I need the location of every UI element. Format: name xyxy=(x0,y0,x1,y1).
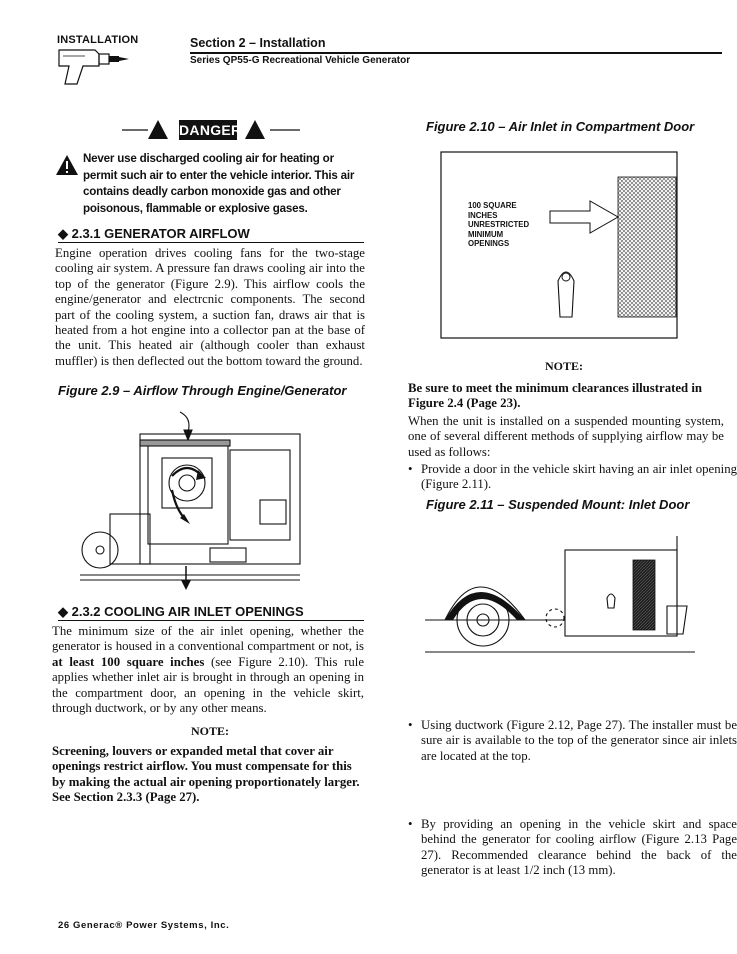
danger-label: DANGER xyxy=(179,122,242,138)
header-rule xyxy=(190,52,722,54)
opening-label xyxy=(468,201,529,249)
bullet-item: • By providing an opening in the vehicle skirt and space behind the generator for cooling airflow (Figure 2.13 Page 27). Recommended clearance behind the back of the generator is at least 1/2 inch (13 mm). xyxy=(408,817,737,879)
body-bold-text: at least 100 square inches xyxy=(52,654,205,669)
figure-2-9-title: Figure 2.9 – Airflow Through Engine/Generator xyxy=(58,383,347,398)
suspended-mount-paragraph: When the unit is installed on a suspended mounting system, one of several different methods of supplying airflow may be used as follows: xyxy=(408,414,724,459)
figure-2-11-title: Figure 2.11 – Suspended Mount: Inlet Door xyxy=(426,497,690,512)
danger-text: Never use discharged cooling air for heating or permit such air to enter the vehicle interior. This air contains deadly carbon monoxide gas and other poisonous, flammable or explosive gases. xyxy=(83,152,355,215)
section-2-3-2-body xyxy=(52,624,364,716)
series-subtitle: Series QP55-G Recreational Vehicle Generator xyxy=(190,55,411,66)
warning-triangle-icon xyxy=(148,120,168,139)
bullet-item: • Using ductwork (Figure 2.12, Page 27). The installer must be sure air is available to the top of the generator since air inlets are located at the top. xyxy=(408,718,737,764)
section-2-3-2-heading: ◆ 2.3.2 COOLING AIR INLET OPENINGS xyxy=(58,604,304,619)
opening-label-line: MINIMUM OPENINGS xyxy=(468,229,510,248)
note-body: Be sure to meet the minimum clearances illustrated in Figure 2.4 (Page 23). xyxy=(408,381,703,411)
section-2-3-1-heading: ◆ 2.3.1 GENERATOR AIRFLOW xyxy=(58,226,250,241)
installation-label: INSTALLATION xyxy=(57,34,139,46)
figure-2-10-title: Figure 2.10 – Air Inlet in Compartment Door xyxy=(426,119,695,134)
opening-label-line: UNRESTRICTED xyxy=(468,220,530,229)
section-title: Section 2 – Installation xyxy=(190,36,326,50)
warning-triangle-icon xyxy=(55,154,79,181)
section-2-3-1-body: Engine operation drives cooling fans for the two-stage cooling air system. A pressure fan draws cooling air into the top of the generator (Figure 2.9). This airflow cools the engine/generator and electrcnic components. The second part of the cooling system, a suction fan, draws air that is heated from a hot engine into a collector pan at the base of the unit. This heated air (although cooler than exhaust muffler) is then deflected out the bottom toward the ground. xyxy=(55,246,365,368)
section-rule xyxy=(58,620,364,621)
note-heading: NOTE: xyxy=(544,359,583,373)
note-body: Screening, louvers or expanded metal that cover air openings restrict airflow. You must compensate for this by making the actual air opening proportionately larger. See Section 2.3.3 (Page 27). xyxy=(52,744,360,805)
body-text: The minimum size of the air inlet opening, whether the generator is housed in a conventional compartment or not, is xyxy=(52,624,364,654)
opening-label-line: 100 SQUARE INCHES xyxy=(468,201,517,220)
note-heading: NOTE: xyxy=(190,724,229,738)
figure-2-9-airflow-illustration xyxy=(80,410,310,595)
section-2-3-2-heading-text: 2.3.2 COOLING AIR INLET OPENINGS xyxy=(71,604,304,619)
figure-2-11-illustration xyxy=(405,534,705,664)
body-text: (see Figure 2.10). This rule applies whether inlet air is brought in through an opening in the compartment door, an opening in the vehicle skirt, through ductwork, or by any other means. xyxy=(52,654,365,716)
section-rule xyxy=(58,242,364,243)
section-2-3-1-heading-text: 2.3.1 GENERATOR AIRFLOW xyxy=(71,226,250,241)
bullet-item: • Provide a door in the vehicle skirt having an air inlet opening (Figure 2.11). xyxy=(408,462,737,493)
danger-banner xyxy=(122,116,302,142)
page-footer: 26 Generac® Power Systems, Inc. xyxy=(58,920,230,931)
drill-icon xyxy=(55,48,135,93)
